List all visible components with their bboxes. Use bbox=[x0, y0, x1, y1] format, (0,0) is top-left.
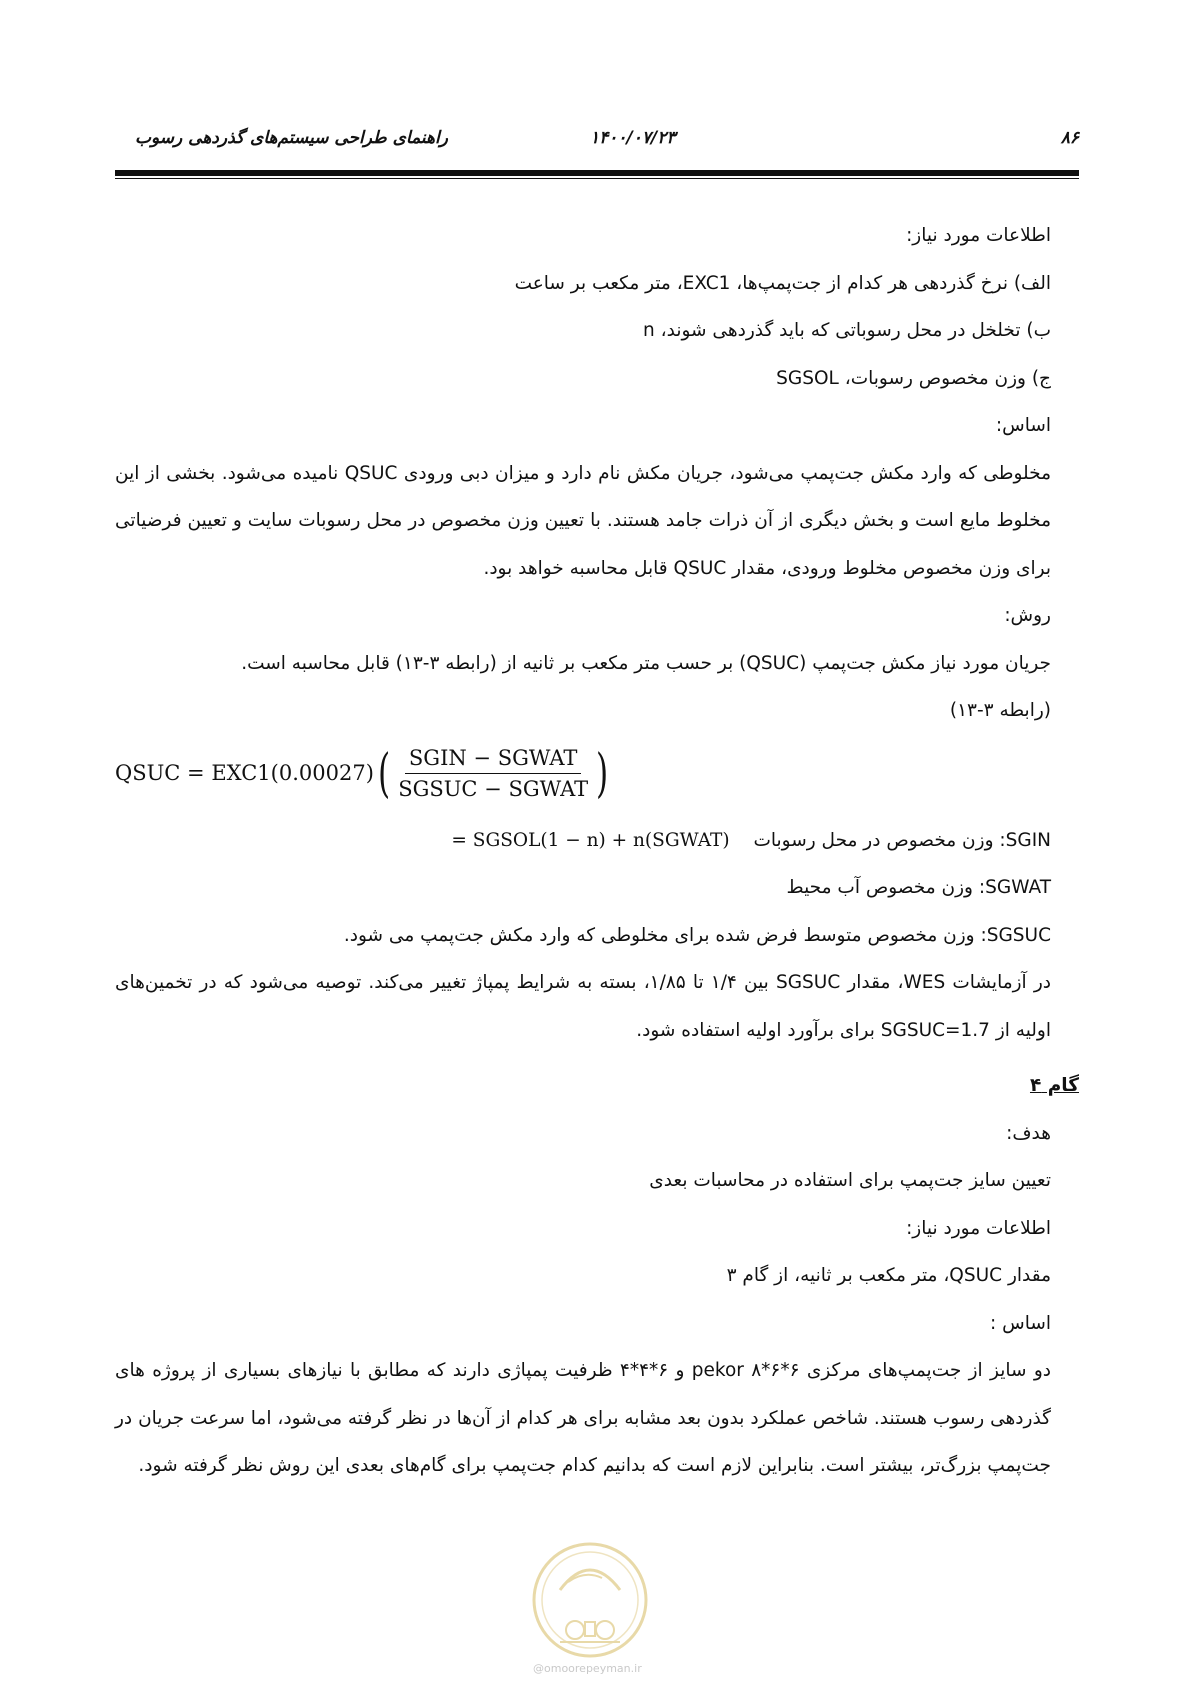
page-number: ۸۶ bbox=[1060, 128, 1079, 148]
header-date: ۱۴۰۰/۰۷/۲۳ bbox=[590, 128, 676, 148]
goal-text: تعیین سایز جت‌پمپ برای استفاده در محاسبات بعدی bbox=[649, 1170, 1051, 1191]
step-heading: گام ۴ bbox=[1029, 1075, 1079, 1096]
page-header bbox=[115, 128, 1079, 158]
method-heading: روش: bbox=[1004, 605, 1051, 626]
formula-close-paren: ) bbox=[596, 743, 609, 804]
qsuc-formula bbox=[115, 739, 1079, 809]
required-info-heading: اطلاعات مورد نیاز: bbox=[906, 225, 1051, 246]
document-body bbox=[115, 212, 1079, 1490]
formula-open-paren: ( bbox=[377, 743, 391, 804]
item-b: ب) تخلخل در محل رسوباتی که باید گذردهی شوند، n bbox=[643, 320, 1051, 341]
pekor-paragraph: دو سایز از جت‌پمپ‌های مرکزی pekor ۸*۶*۶ و ۶*۴*۴ ظرفیت پمپاژی دارند که مطابق با نیازهای بسیاری از پروژه های گذردهی رسوب هستند. شاخص عملکرد بدون بعد مشابه برای هر کدام از آن‌ها در نظر گرفته می‌شود، اما سرعت جریان در جت‌پمپ بزرگ‌تر، بیشتر است. بنابراین لازم است که بدانیم کدام جت‌پمپ برای گام‌های بعدی این روش نظر گرفته شود. bbox=[115, 1360, 1052, 1476]
header-rule-thick bbox=[115, 170, 1079, 176]
def-sgwat: SGWAT: وزن مخصوص آب محیط bbox=[786, 877, 1051, 898]
def-sgsuc: SGSUC: وزن مخصوص متوسط فرض شده برای مخلوطی که وارد مکش جت‌پمپ می شود. bbox=[343, 924, 1051, 946]
required-info-heading-2: اطلاعات مورد نیاز: bbox=[906, 1217, 1051, 1239]
formula-lhs: QSUC = EXC1(0.00027) bbox=[115, 760, 374, 785]
goal-heading: هدف: bbox=[1006, 1122, 1051, 1144]
basis-heading: اساس: bbox=[995, 415, 1051, 436]
basis-heading-2: اساس : bbox=[990, 1312, 1051, 1334]
watermark-seal-icon bbox=[530, 1530, 650, 1670]
def-sgin bbox=[115, 817, 1079, 865]
item-c: ج) وزن مخصوص رسوبات، SGSOL bbox=[776, 367, 1051, 389]
wes-paragraph: در آزمایشات WES، مقدار SGSUC بین ۱/۴ تا ۱/۸۵، بسته به شرایط پمپاژ تغییر می‌کند. توصیه می‌شود که در تخمین‌های اولیه از SGSUC=1.7 برای برآورد اولیه استفاده شود. bbox=[115, 972, 1052, 1041]
relation-label: (رابطه ۳-۱۳) bbox=[949, 700, 1051, 721]
watermark-caption: @omoorepeyman.ir bbox=[533, 1662, 642, 1675]
formula-fraction bbox=[394, 743, 592, 804]
method-text: جریان مورد نیاز مکش جت‌پمپ (QSUC) بر حسب متر مکعب بر ثانیه از (رابطه ۳-۱۳) قابل محاسبه است. bbox=[241, 652, 1051, 674]
def-sgin-text: SGIN: وزن مخصوص در محل رسوبات bbox=[753, 829, 1051, 851]
header-title: راهنمای طراحی سیستم‌های گذردهی رسوب bbox=[135, 128, 448, 148]
formula-denominator: SGSUC − SGWAT bbox=[398, 777, 589, 801]
basis-paragraph: مخلوطی که وارد مکش جت‌پمپ می‌شود، جریان مکش نام دارد و میزان دبی ورودی QSUC نامیده می‌شود. بخشی از این مخلوط مایع است و بخش دیگری از آن ذرات جامد هستند. با تعیین وزن مخصوص در محل رسوبات سایت و تعیین فرضیاتی برای وزن مخصوص مخلوط ورودی، مقدار QSUC قابل محاسبه خواهد بود. bbox=[115, 462, 1051, 579]
header-rule-thin bbox=[115, 178, 1079, 179]
item-a: الف) نرخ گذردهی هر کدام از جت‌پمپ‌ها، EXC1، متر مکعب بر ساعت bbox=[514, 272, 1051, 294]
watermark-logo bbox=[530, 1530, 650, 1670]
qsuc-value-text: مقدار QSUC، متر مکعب بر ثانیه، از گام ۳ bbox=[726, 1265, 1051, 1286]
def-sgin-equation: = SGSOL(1 − n) + n(SGWAT) bbox=[451, 829, 730, 851]
formula-numerator: SGIN − SGWAT bbox=[405, 743, 582, 774]
